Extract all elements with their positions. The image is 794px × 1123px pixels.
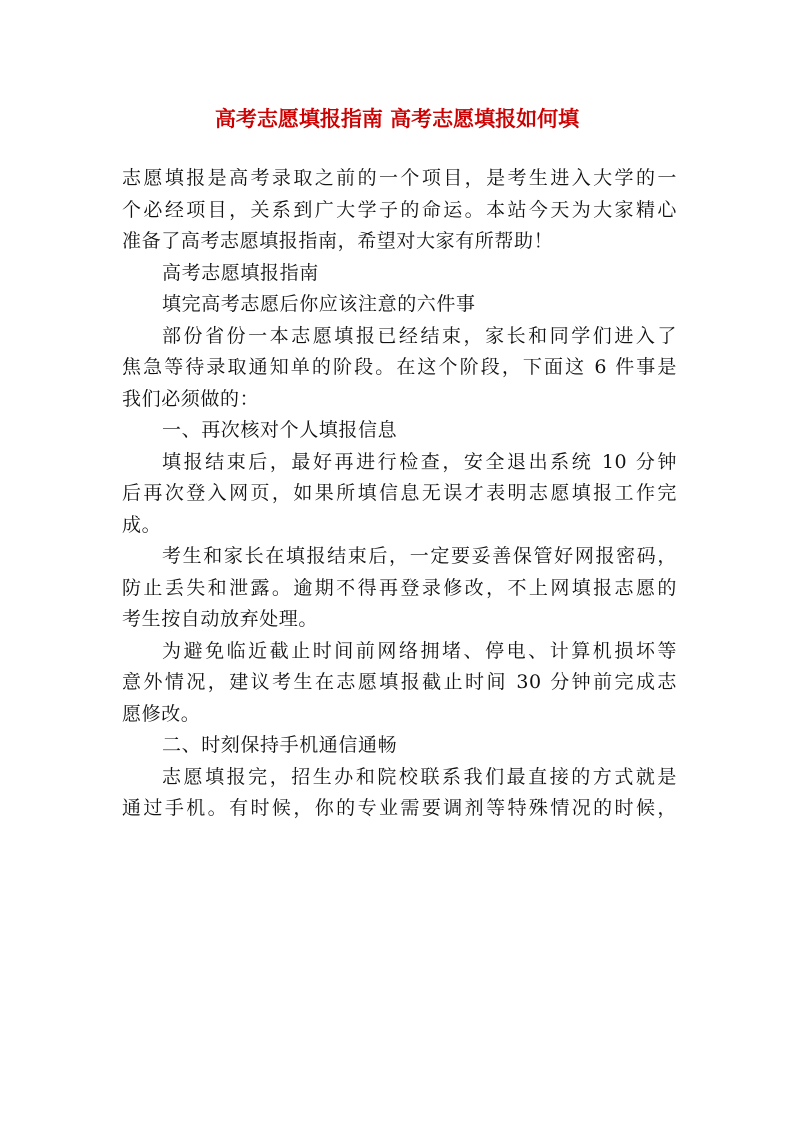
document-text-line: 志愿填报完，招生办和院校联系我们最直接的方式就是 xyxy=(162,765,677,788)
document-text-line: 考生按自动放弃处理。 xyxy=(122,608,319,630)
document-text-line: 通过手机。有时候，你的专业需要调剂等特殊情况的时候， xyxy=(122,797,677,819)
document-text-line: 填报结束后，最好再进行检查，安全退出系统 10 分钟 xyxy=(162,450,677,473)
document-text-line: 志愿填报是高考录取之前的一个项目，是考生进入大学的一 xyxy=(122,167,677,189)
document-text-line: 高考志愿填报指南 xyxy=(162,261,319,284)
document-text-line: 二、时刻保持手机通信通畅 xyxy=(162,734,398,756)
document-text-line: 部份省份一本志愿填报已经结束，家长和同学们进入了 xyxy=(162,324,677,347)
document-text-line: 考生和家长在填报结束后，一定要妥善保管好网报密码， xyxy=(162,545,677,567)
document-text-line: 个必经项目，关系到广大学子的命运。本站今天为大家精心 xyxy=(122,198,677,221)
document-text-line: 填完高考志愿后你应该注意的六件事 xyxy=(162,293,476,315)
document-text-line: 准备了高考志愿填报指南，希望对大家有所帮助！ xyxy=(122,230,554,252)
document-body xyxy=(122,163,677,825)
document-text-line: 我们必须做的： xyxy=(122,387,260,410)
document-text-line: 焦急等待录取通知单的阶段。在这个阶段，下面这 6 件事是 xyxy=(122,356,677,378)
document-text-line: 为避免临近截止时间前网络拥堵、停电、计算机损坏等 xyxy=(162,639,677,662)
document-text-line: 一、再次核对个人填报信息 xyxy=(162,419,398,441)
document-text-line: 防止丢失和泄露。逾期不得再登录修改，不上网填报志愿的 xyxy=(122,576,677,599)
document-text-line: 意外情况，建议考生在志愿填报截止时间 30 分钟前完成志 xyxy=(122,671,677,693)
document-title: 高考志愿填报指南 高考志愿填报如何填 xyxy=(214,106,580,131)
document-text-line: 愿修改。 xyxy=(122,702,201,725)
document-text-line: 后再次登入网页，如果所填信息无误才表明志愿填报工作完 xyxy=(122,482,677,504)
document-text-line: 成。 xyxy=(122,513,162,536)
